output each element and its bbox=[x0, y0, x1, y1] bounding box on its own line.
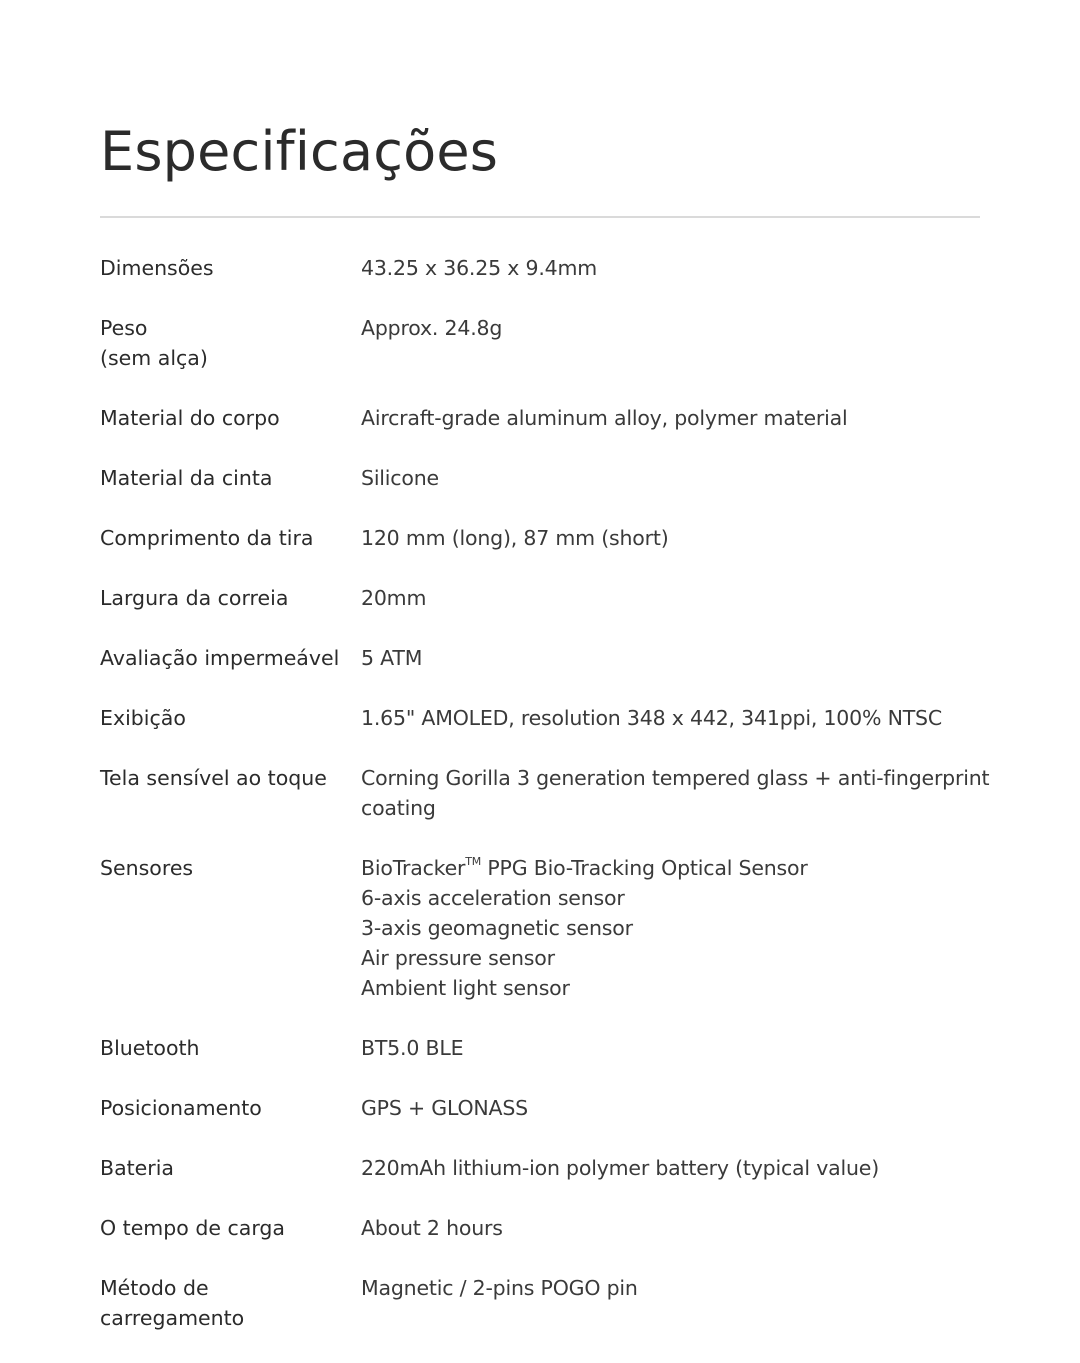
spec-value: Silicone bbox=[361, 466, 439, 490]
spec-row-charging-time bbox=[100, 1213, 1000, 1243]
spec-value: BT5.0 BLE bbox=[361, 1036, 464, 1060]
spec-value: Magnetic / 2-pins POGO pin bbox=[361, 1276, 638, 1300]
spec-value: 20mm bbox=[361, 586, 427, 610]
spec-list bbox=[100, 253, 1000, 1363]
spec-value: About 2 hours bbox=[361, 1216, 503, 1240]
spec-row-sensors bbox=[100, 853, 1000, 1003]
trademark-mark: TM bbox=[465, 855, 482, 868]
spec-value: 5 ATM bbox=[361, 646, 423, 670]
spec-row-touchscreen bbox=[100, 763, 1000, 823]
spec-value-text: PPG Bio-Tracking Optical Sensor 6-axis acceleration sensor 3-axis geomagnetic sensor Air pressure sensor Ambient light sensor bbox=[361, 856, 808, 1000]
title-divider bbox=[100, 216, 980, 218]
spec-row-water-resistance bbox=[100, 643, 1000, 673]
spec-row-bluetooth bbox=[100, 1033, 1000, 1063]
spec-label: Tela sensível ao toque bbox=[100, 766, 327, 790]
spec-label: Largura da correia bbox=[100, 586, 289, 610]
spec-row-strap-material bbox=[100, 463, 1000, 493]
spec-row-battery bbox=[100, 1153, 1000, 1183]
spec-label: Bluetooth bbox=[100, 1036, 200, 1060]
spec-value-prefix: BioTracker bbox=[361, 856, 466, 880]
spec-row-body-material bbox=[100, 403, 1000, 433]
spec-value: 43.25 x 36.25 x 9.4mm bbox=[361, 256, 598, 280]
spec-value: Aircraft-grade aluminum alloy, polymer material bbox=[361, 406, 848, 430]
spec-label: Comprimento da tira bbox=[100, 526, 314, 550]
spec-label: Exibição bbox=[100, 706, 186, 730]
spec-value: 1.65" AMOLED, resolution 348 x 442, 341ppi, 100% NTSC bbox=[361, 706, 942, 730]
spec-value: 120 mm (long), 87 mm (short) bbox=[361, 526, 669, 550]
spec-row-positioning bbox=[100, 1093, 1000, 1123]
spec-value: 220mAh lithium-ion polymer battery (typical value) bbox=[361, 1156, 880, 1180]
spec-label: Avaliação impermeável bbox=[100, 646, 340, 670]
spec-label: Posicionamento bbox=[100, 1096, 262, 1120]
spec-label: Método de carregamento bbox=[100, 1276, 245, 1330]
spec-label: Dimensões bbox=[100, 256, 214, 280]
spec-label: Material da cinta bbox=[100, 466, 273, 490]
spec-row-dimensions bbox=[100, 253, 1000, 283]
spec-row-strap-width bbox=[100, 583, 1000, 613]
spec-value bbox=[361, 853, 1000, 1003]
spec-label: Material do corpo bbox=[100, 406, 280, 430]
spec-row-weight bbox=[100, 313, 1000, 373]
spec-row-display bbox=[100, 703, 1000, 733]
spec-label: O tempo de carga bbox=[100, 1216, 285, 1240]
spec-label: Bateria bbox=[100, 1156, 174, 1180]
spec-value: GPS + GLONASS bbox=[361, 1096, 528, 1120]
spec-label: Peso (sem alça) bbox=[100, 316, 208, 370]
spec-value: Corning Gorilla 3 generation tempered glass + anti-fingerprint coating bbox=[361, 766, 990, 820]
page-title: Especificações bbox=[100, 120, 499, 183]
spec-value: Approx. 24.8g bbox=[361, 316, 503, 340]
spec-row-charging-method bbox=[100, 1273, 1000, 1333]
spec-row-strap-length bbox=[100, 523, 1000, 553]
spec-label: Sensores bbox=[100, 856, 194, 880]
